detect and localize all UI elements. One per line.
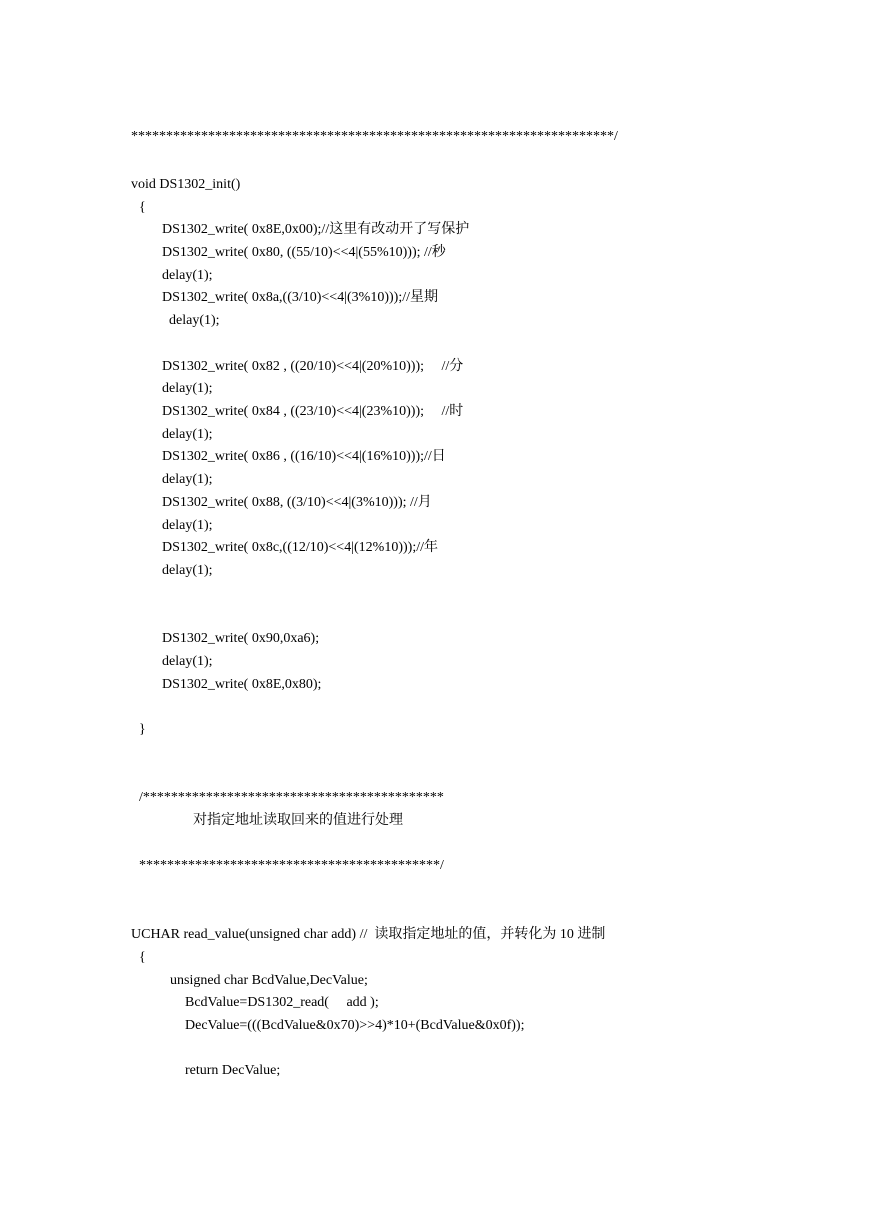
code-line: delay(1); [162, 518, 213, 533]
comment-divider-start: /******************************************* [139, 790, 444, 805]
code-line: delay(1); [162, 563, 213, 578]
code-line: delay(1); [162, 472, 213, 487]
code-line: delay(1); [162, 427, 213, 442]
comment-divider-end: *********************************************************************/ [131, 129, 618, 144]
code-line: DS1302_write( 0x86 , ((16/10)<<4|(16%10)));//日 [162, 449, 446, 464]
comment-text: 对指定地址读取回来的值进行处理 [193, 813, 403, 828]
open-brace: { [139, 950, 146, 965]
code-line: DS1302_write( 0x90,0xa6); [162, 631, 320, 646]
code-line: DS1302_write( 0x8a,((3/10)<<4|(3%10)));//星期 [162, 290, 438, 305]
code-line: unsigned char BcdValue,DecValue; [170, 973, 368, 988]
code-line: return DecValue; [185, 1063, 281, 1078]
code-line: delay(1); [162, 654, 213, 669]
close-brace: } [139, 722, 146, 737]
code-line: DS1302_write( 0x84 , ((23/10)<<4|(23%10))); //时 [162, 404, 464, 419]
code-line: delay(1); [169, 313, 220, 328]
code-line: DS1302_write( 0x8E,0x00);//这里有改动开了写保护 [162, 222, 470, 237]
code-line: delay(1); [162, 381, 213, 396]
code-line: DS1302_write( 0x8E,0x80); [162, 677, 322, 692]
code-line: DS1302_write( 0x80, ((55/10)<<4|(55%10))); //秒 [162, 245, 446, 260]
code-line: delay(1); [162, 268, 213, 283]
function-signature: UCHAR read_value(unsigned char add) // 读取指定地址的值，并转化为 10 进制 [131, 927, 606, 942]
code-line: DS1302_write( 0x88, ((3/10)<<4|(3%10))); //月 [162, 495, 432, 510]
code-line: DecValue=(((BcdValue&0x70)>>4)*10+(BcdValue&0x0f)); [185, 1018, 525, 1033]
code-line: BcdValue=DS1302_read( add ); [185, 995, 379, 1010]
code-line: DS1302_write( 0x8c,((12/10)<<4|(12%10)));//年 [162, 540, 438, 555]
code-line: DS1302_write( 0x82 , ((20/10)<<4|(20%10))); //分 [162, 359, 464, 374]
open-brace: { [139, 200, 146, 215]
comment-divider-end: *******************************************/ [139, 858, 444, 873]
function-signature: void DS1302_init() [131, 177, 241, 192]
